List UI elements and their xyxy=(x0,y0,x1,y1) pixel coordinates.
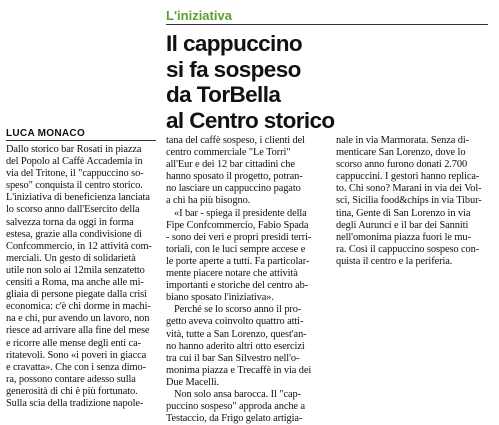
body-text-line: le porte aperte a tutti. Fa particolar- xyxy=(166,255,310,267)
body-text-line: puccino sospeso" approda anche a xyxy=(166,401,305,413)
body-text-line: sci, Sicilia food&chips in via Tibur- xyxy=(336,195,482,207)
body-text-line: Fipe Confcommercio, Fabio Spada xyxy=(166,219,309,231)
article-column-1 xyxy=(6,144,160,410)
headline-line: al Centro storico xyxy=(166,107,335,133)
body-text-line: Perché se lo scorso anno il pro- xyxy=(174,304,302,316)
body-text-line: salvezza torna da oggi in forma xyxy=(6,216,134,228)
body-text-line: L'iniziativa di beneficienza lanciata xyxy=(6,192,150,204)
body-text-line: Confcommercio, in 12 attività com- xyxy=(6,240,152,252)
byline: LUCA MONACO xyxy=(6,128,86,139)
body-text-line: getto aveva coinvolto quattro atti- xyxy=(166,316,304,328)
body-text-line: generosità di chi è più fortunato. xyxy=(6,385,138,397)
body-text-line: monima piazza e Trecaffè in via dei xyxy=(166,364,312,376)
body-text-line: scorso anno furono donati 2.700 xyxy=(336,159,468,171)
body-text-line: na e chi, pur avendo un lavoro, non xyxy=(6,313,150,325)
body-text-line: Due Macelli. xyxy=(166,376,220,388)
body-text-line: Non solo ansa barocca. Il "cap- xyxy=(174,388,301,400)
body-text-line: tana del caffè sospeso, i clienti del xyxy=(166,135,305,146)
headline-line: si fa sospeso xyxy=(166,56,301,82)
body-text-line: economica: c'è chi dorme in machi- xyxy=(6,301,151,313)
body-text-line: ra, possono contare adesso sulla xyxy=(6,373,136,385)
body-text-line: censiti a Roma, ma anche alle mi- xyxy=(6,277,144,289)
body-text-line: lo scorso anno dall'Esercito della xyxy=(6,204,140,216)
body-text-line: gliaia di persone piegate dalla crisi xyxy=(6,289,147,301)
body-text-line: biano sposato l'iniziativa». xyxy=(166,292,274,304)
body-text-line: tra cui il bar San Silvestro nell'o- xyxy=(166,352,300,364)
headline-line: Il cappuccino xyxy=(166,31,302,56)
body-text-line: toriali, con le luci sempre accese e xyxy=(166,243,306,255)
headline-line: da TorBella xyxy=(166,82,281,107)
body-text-line: Dallo storico bar Rosati in piazza xyxy=(6,144,142,155)
body-text-line: - sono dei veri e propri presidi terri- xyxy=(166,231,312,243)
body-text-line: Testaccio, da Frigo gelato artigia- xyxy=(166,413,303,425)
body-text-line: hanno sposato il progetto, potran- xyxy=(166,171,303,183)
body-text-line: quista il centro e la periferia. xyxy=(336,255,453,267)
body-text-line: merciali. Un gesto di solidarietà xyxy=(6,252,136,264)
article-column-3 xyxy=(336,135,492,268)
body-text-line: nale in via Marmorata. Senza di- xyxy=(336,135,469,146)
body-text-line: tina, Gente di San Lorenzo in via xyxy=(336,207,471,219)
body-text-line: riesce ad arrivare alla fine del mese xyxy=(6,325,150,337)
body-text-line: «I bar - spiega il presidente della xyxy=(174,207,307,219)
byline-divider xyxy=(6,140,156,141)
body-text-line: mente piacere notare che attività xyxy=(166,268,298,280)
body-text-line: cappuccini. I gestori hanno replica- xyxy=(336,171,480,183)
body-text-line: a chi ha più bisogno. xyxy=(166,195,251,207)
body-text-line: vità, tutte a San Lorenzo, quest'an- xyxy=(166,328,307,340)
body-text-line: utile non solo ai 12mila senzatetto xyxy=(6,264,145,276)
body-text-line: menticare San Lorenzo, dove lo xyxy=(336,147,466,159)
body-text-line: no lasciare un cappuccino pagato xyxy=(166,183,301,195)
body-text-line: ra. Così il cappuccino sospeso con- xyxy=(336,243,480,255)
body-text-line: e ricorre alle mense degli enti ca- xyxy=(6,337,141,349)
body-text-line: via del Tritone, il "cappuccino so- xyxy=(6,168,144,180)
body-text-line: speso" conquista il centro storico. xyxy=(6,180,143,192)
article-headline xyxy=(166,31,486,133)
body-text-line: degli Aurunci e il bar dei Sanniti xyxy=(336,219,469,231)
body-text-line: del Popolo al Caffè Accademia in xyxy=(6,156,143,168)
body-text-line: e cravatta». Che con i senza dimo- xyxy=(6,361,146,373)
article-column-2 xyxy=(166,135,326,425)
body-text-line: Sulla scia della tradizione napole- xyxy=(6,397,144,409)
body-text-line: nell'omonima piazza fuori le mu- xyxy=(336,231,471,243)
body-text-line: centro commerciale "Le Torri" xyxy=(166,147,291,159)
body-text-line: no hanno aderito altri otto esercizi xyxy=(166,340,305,352)
body-text-line: estesa, grazie alla condivisione di xyxy=(6,228,142,240)
body-text-line: ritatevoli. Sono «i poveri in giacca xyxy=(6,349,147,361)
article-kicker: L'iniziativa xyxy=(166,8,232,23)
kicker-divider xyxy=(166,24,488,25)
body-text-line: importanti e storiche del centro ab- xyxy=(166,280,309,292)
body-text-line: all'Eur e dei 12 bar cittadini che xyxy=(166,159,295,171)
body-text-line: to. Chi sono? Marani in via dei Vol- xyxy=(336,183,482,195)
